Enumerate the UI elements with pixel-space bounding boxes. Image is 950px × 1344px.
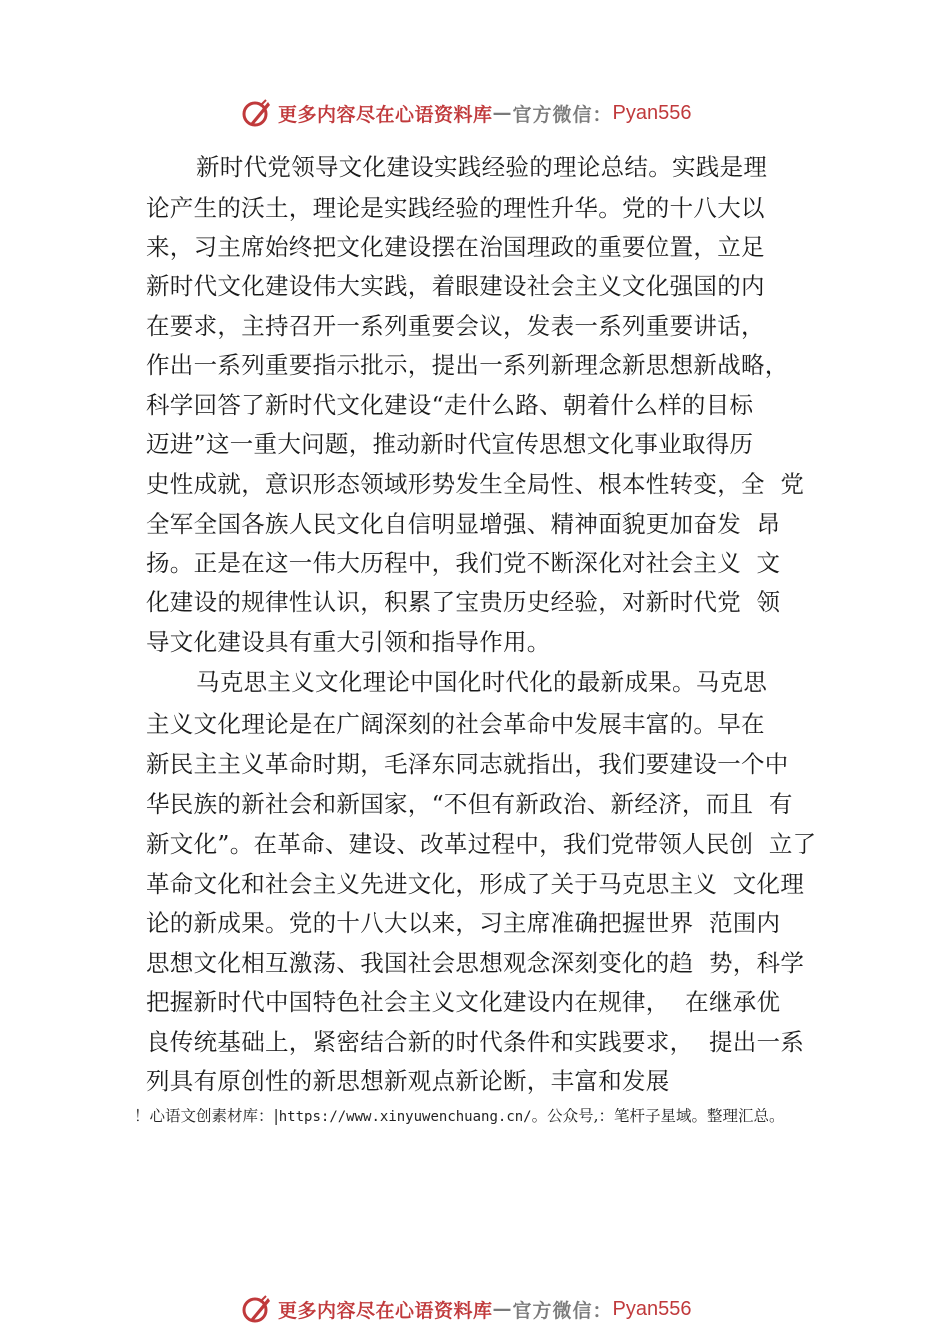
footnote-source [134, 1104, 785, 1126]
text-line: 论产生的沃土，理论是实践经验的理性升华。党的十八大以 [146, 194, 765, 222]
feather-pen-logo-icon [240, 1292, 274, 1326]
text-line: 新时代文化建设伟大实践，着眼建设社会主义文化强国的内 [146, 272, 765, 300]
text-line: 列具有原创性的新思想新观点新论断，丰富和发展 [146, 1067, 670, 1095]
footnote-prefix: ！心语文创素材库： [134, 1107, 274, 1125]
footer-banner [240, 1291, 692, 1327]
footnote-suffix: 。公众号,：笔杆子星域。整理汇总。 [531, 1107, 785, 1125]
text-line: 华民族的新社会和新国家，“不但有新政治、新经济，而且 有 [146, 790, 793, 818]
text-line: 作出一系列重要指示批示，提出一系列新理念新思想新战略， [146, 351, 789, 379]
text-line: 全军全国各族人民文化自信明显增强、精神面貌更加奋发 昂 [146, 510, 781, 538]
text-line: 在要求，主持召开一系列重要会议，发表一系列重要讲话， [146, 312, 765, 340]
text-line: 化建设的规律性认识，积累了宝贵历史经验，对新时代党 领 [146, 588, 781, 616]
banner-title: 更多内容尽在心语资料库 [278, 1299, 493, 1322]
banner-separator: — [492, 102, 513, 124]
text-line: 革命文化和社会主义先进文化，形成了关于马克思主义 文化理 [146, 870, 805, 898]
text-line: 思想文化相互激荡、我国社会思想观念深刻变化的趋 势，科学 [146, 949, 805, 977]
text-line: 马克思主义文化理论中国化时代化的最新成果。马克思 [196, 668, 768, 696]
text-line: 新时代党领导文化建设实践经验的理论总结。实践是理 [196, 153, 768, 181]
footnote-url: https://www.xinyuwenchuang.cn/ [278, 1109, 532, 1125]
text-line: 史性成就，意识形态领域形势发生全局性、根本性转变，全 党 [146, 470, 805, 498]
banner-wechat-label: 官方微信： [512, 1299, 613, 1322]
banner-separator: — [492, 1298, 513, 1320]
text-line: 把握新时代中国特色社会主义文化建设内在规律， 在继承优 [146, 988, 781, 1016]
banner-title: 更多内容尽在心语资料库 [278, 103, 493, 126]
banner-wechat-id: Pyan556 [612, 1297, 692, 1320]
text-line: 新民主主义革命时期，毛泽东同志就指出，我们要建设一个中 [146, 750, 789, 778]
text-line: 良传统基础上，紧密结合新的时代条件和实践要求， 提出一系 [146, 1028, 805, 1056]
text-line: 主义文化理论是在广阔深刻的社会革命中发展丰富的。早在 [146, 710, 765, 738]
text-line: 新文化”。在革命、建设、改革过程中，我们党带领人民创 立了 [146, 830, 817, 858]
text-line: 迈进”这一重大问题，推动新时代宣传思想文化事业取得历 [146, 430, 754, 458]
feather-pen-logo-icon [240, 96, 274, 130]
banner-wechat-label: 官方微信： [512, 103, 613, 126]
footnote-bar: | [273, 1107, 279, 1125]
text-line: 论的新成果。党的十八大以来，习主席准确把握世界 范围内 [146, 909, 781, 937]
banner-wechat-id: Pyan556 [612, 101, 692, 124]
text-line: 导文化建设具有重大引领和指导作用。 [146, 628, 551, 656]
text-line: 扬。正是在这一伟大历程中，我们党不断深化对社会主义 文 [146, 549, 781, 577]
header-banner [240, 95, 692, 131]
text-line: 科学回答了新时代文化建设“走什么路、朝着什么样的目标 [146, 391, 754, 419]
text-line: 来，习主席始终把文化建设摆在治国理政的重要位置，立足 [146, 233, 765, 261]
